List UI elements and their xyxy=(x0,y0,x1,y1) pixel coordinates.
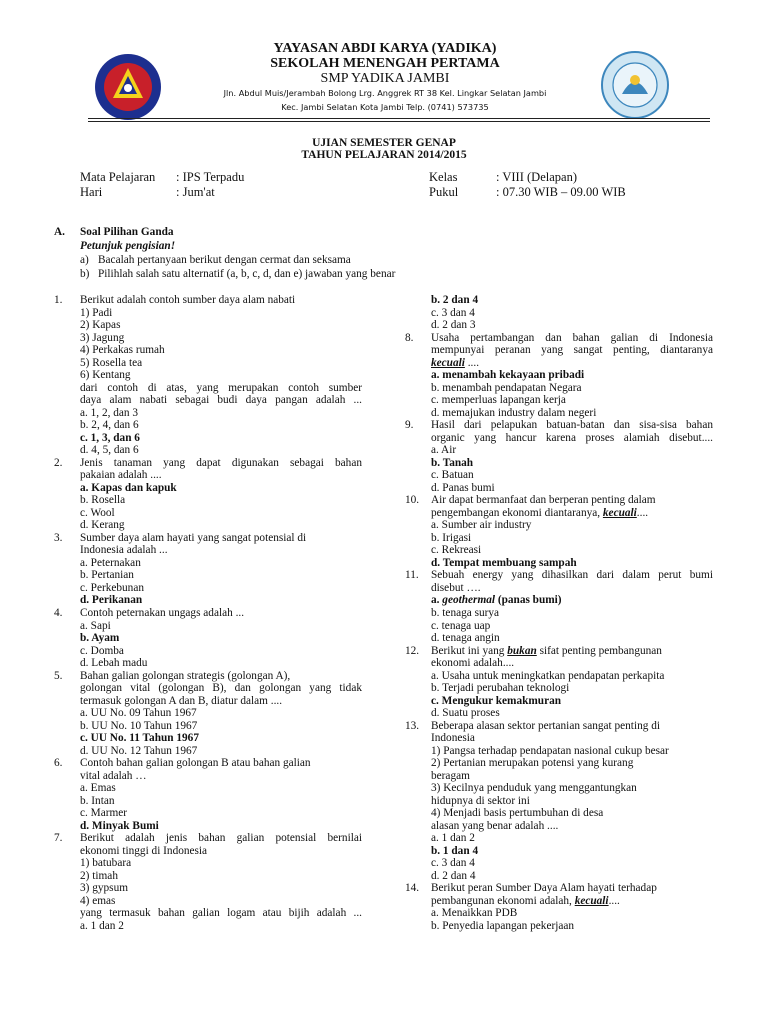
question-line xyxy=(431,507,648,520)
question-line xyxy=(80,907,362,920)
text-run: d. Suatu proses xyxy=(431,707,500,720)
question-number: 7. xyxy=(54,832,63,845)
text-run: a. 1, 2, dan 3 xyxy=(80,406,139,419)
question-number: 1. xyxy=(54,294,63,306)
text-run: dari contoh di atas, yang merupakan contoh sumber xyxy=(80,381,362,394)
question-line xyxy=(80,357,142,370)
instruction-b: Pilihlah salah satu alternatif (a, b, c, d, dan e) jawaban yang benar xyxy=(98,268,396,280)
text-run: 2) Pertanian merupakan potensi yang kurang xyxy=(431,757,634,770)
text-run: a. Sapi xyxy=(80,619,111,632)
question-line xyxy=(80,407,138,420)
question-line xyxy=(80,419,139,432)
text-run: b. UU No. 10 Tahun 1967 xyxy=(80,719,198,732)
school-name: SMP YADIKA JAMBI xyxy=(320,71,450,86)
question-number: 9. xyxy=(405,419,414,432)
question-line xyxy=(80,707,197,720)
text-run: b. 2, 4, dan 6 xyxy=(80,419,139,432)
question-line xyxy=(80,332,124,345)
question-line xyxy=(431,519,531,532)
question-line xyxy=(431,319,476,332)
text-run: Berikut peran Sumber Daya Alam hayati terhadap xyxy=(431,882,657,895)
question-line xyxy=(431,632,500,645)
question-text xyxy=(431,882,657,895)
question-line xyxy=(80,845,207,858)
question-line xyxy=(431,482,495,495)
text-run: ekonomi adalah.... xyxy=(431,657,515,670)
question-line xyxy=(431,369,584,382)
exam-year: TAHUN PELAJARAN 2014/2015 xyxy=(301,149,467,161)
question-line xyxy=(431,432,713,445)
question-line xyxy=(80,895,115,908)
question-line xyxy=(431,594,562,607)
question-line xyxy=(431,845,478,858)
text-run: kecuali xyxy=(431,356,465,369)
question-line xyxy=(80,394,362,407)
class-label: Kelas xyxy=(429,170,458,184)
text-run: hidupnya di sektor ini xyxy=(431,794,530,807)
text-run: .... xyxy=(636,506,649,519)
text-run: Hasil dari pelapukan batuan-batan dan sisa-sisa bahan xyxy=(431,419,713,432)
text-run: termasuk golongan A dan B, diatur dalam .... xyxy=(80,694,283,707)
text-run: d. memajukan industry dalam negeri xyxy=(431,406,597,419)
text-run: Air dapat bermanfaat dan berperan penting dalam xyxy=(431,494,656,507)
text-run: a. Menaikkan PDB xyxy=(431,907,518,920)
question-line xyxy=(431,557,577,570)
question-line xyxy=(80,444,139,457)
question-line xyxy=(80,344,165,357)
text-run: b. Tanah xyxy=(431,456,474,469)
text-run: Beberapa alasan sektor pertanian sangat penting di xyxy=(431,719,660,732)
text-run: b. tenaga surya xyxy=(431,607,500,619)
question-line xyxy=(431,820,558,833)
question-line xyxy=(80,382,362,395)
question-line xyxy=(431,294,478,307)
question-line xyxy=(431,782,637,795)
question-number: 14. xyxy=(405,882,420,895)
text-run: b. 2 dan 4 xyxy=(431,294,479,306)
question-line xyxy=(431,907,517,920)
foundation-name: YAYASAN ABDI KARYA (YADIKA) xyxy=(273,41,497,56)
text-run: a. Kapas dan kapuk xyxy=(80,481,177,494)
text-run: Usaha pertambangan dan bahan galian di Indonesia xyxy=(431,331,713,344)
text-run: d. Minyak Bumi xyxy=(80,819,159,832)
text-run: 5) Rosella tea xyxy=(80,356,143,369)
text-run: geothermal xyxy=(442,594,496,607)
question-line xyxy=(80,319,120,332)
text-run: b. Terjadi perubahan teknologi xyxy=(431,682,570,695)
text-run: c. 3 dan 4 xyxy=(431,306,475,319)
question-line xyxy=(431,620,490,633)
question-line xyxy=(431,745,669,758)
text-run: mempunyai peranan yang sangat penting, diantaranya xyxy=(431,344,713,357)
question-text xyxy=(431,419,713,432)
question-text xyxy=(80,832,362,845)
question-number: 11. xyxy=(405,569,419,582)
text-run: Contoh bahan galian golongan B atau bahan galian xyxy=(80,757,311,770)
text-run: Berikut ini yang xyxy=(431,644,508,657)
text-run: c. Wool xyxy=(80,506,115,519)
question-line xyxy=(80,482,177,495)
text-run: b. Intan xyxy=(80,794,115,807)
text-run: c. Mengukur kemakmuran xyxy=(431,694,562,707)
question-line xyxy=(431,407,596,420)
text-run: Contoh peternakan ungags adalah ... xyxy=(80,607,245,619)
text-run: c. Perkebunan xyxy=(80,581,144,594)
question-line xyxy=(80,770,147,783)
text-run: b. Rosella xyxy=(80,494,126,507)
text-run: c. 3 dan 4 xyxy=(431,857,475,870)
question-line xyxy=(431,795,530,808)
school-address-2: Kec. Jambi Selatan Kota Jambi Telp. (0741) 573735 xyxy=(281,102,489,112)
text-run: 2) Kapas xyxy=(80,319,121,332)
question-text xyxy=(80,532,306,545)
text-run: a. Emas xyxy=(80,782,116,795)
question-line xyxy=(80,820,159,833)
question-line xyxy=(80,732,199,745)
text-run: a. Air xyxy=(431,444,457,457)
text-run: 4) emas xyxy=(80,894,116,907)
question-number: 4. xyxy=(54,607,63,619)
text-run: b. 1 dan 4 xyxy=(431,844,479,857)
text-run: Indonesia xyxy=(431,732,475,745)
question-line xyxy=(431,770,470,783)
text-run: disebut …. xyxy=(431,581,481,594)
exam-title: UJIAN SEMESTER GENAP xyxy=(312,137,456,149)
text-run: a. menambah kekayaan pribadi xyxy=(431,369,585,382)
question-line xyxy=(80,920,124,933)
text-run: c. Marmer xyxy=(80,807,128,820)
text-run: 3) Kecilnya penduduk yang menggantungkan xyxy=(431,782,637,795)
text-run: b. Pertanian xyxy=(80,569,134,582)
question-line xyxy=(80,657,147,670)
section-letter: A. xyxy=(54,226,65,238)
question-text xyxy=(80,294,295,307)
question-number: 5. xyxy=(54,669,63,682)
text-run: b. Irigasi xyxy=(431,531,472,544)
text-run: golongan vital (golongan B), dan golongan yang tidak xyxy=(80,682,362,695)
text-run: kecuali xyxy=(602,506,637,519)
text-run: pembangunan ekonomi adalah, xyxy=(431,894,575,907)
question-text xyxy=(80,457,362,470)
question-line xyxy=(80,745,197,758)
question-line xyxy=(80,807,127,820)
question-line xyxy=(431,895,620,908)
question-line xyxy=(80,582,144,595)
text-run: d. Lebah madu xyxy=(80,657,148,670)
class-value: : VIII (Delapan) xyxy=(496,170,577,184)
text-run: d. 4, 5, dan 6 xyxy=(80,444,139,457)
question-line xyxy=(431,807,603,820)
question-text xyxy=(431,645,662,658)
text-run: Indonesia adalah ... xyxy=(80,544,168,557)
text-run: alasan yang benar adalah .... xyxy=(431,819,559,832)
text-run: 1) Pangsa terhadap pendapatan nasional cukup besar xyxy=(431,744,669,757)
text-run: d. Kerang xyxy=(80,519,125,532)
question-line xyxy=(80,469,162,482)
question-line xyxy=(431,757,633,770)
header-rule xyxy=(88,118,710,119)
text-run: 3) gypsum xyxy=(80,882,129,895)
subject-value: : IPS Terpadu xyxy=(176,170,245,184)
text-run: d. 2 dan 4 xyxy=(431,869,476,882)
text-run: c. 1, 3, dan 6 xyxy=(80,431,140,444)
question-text xyxy=(431,569,713,582)
question-line xyxy=(431,582,481,595)
text-run: d. 2 dan 3 xyxy=(431,319,476,332)
question-text xyxy=(431,332,713,345)
question-line xyxy=(431,657,514,670)
text-run: Bahan galian golongan strategis (golongan A), xyxy=(80,669,291,682)
question-line xyxy=(80,720,197,733)
text-run: d. Tempat membuang sampah xyxy=(431,556,577,569)
text-run: 3) Jagung xyxy=(80,331,125,344)
question-number: 13. xyxy=(405,719,420,732)
text-run: d. Panas bumi xyxy=(431,481,495,494)
question-number: 10. xyxy=(405,494,420,507)
text-run: c. tenaga uap xyxy=(431,619,491,632)
school-type: SEKOLAH MENENGAH PERTAMA xyxy=(270,56,500,71)
day-label: Hari xyxy=(80,185,103,199)
question-line xyxy=(431,444,456,457)
text-run: .... xyxy=(608,894,620,907)
text-run: b. Ayam xyxy=(80,632,120,645)
text-run: pengembangan ekonomi diantaranya, xyxy=(431,506,603,519)
question-line xyxy=(431,607,499,620)
time-value: : 07.30 WIB – 09.00 WIB xyxy=(496,185,626,199)
text-run: .... xyxy=(464,356,480,369)
question-line xyxy=(80,870,118,883)
question-line xyxy=(80,695,282,708)
question-line xyxy=(80,682,362,695)
question-line xyxy=(80,507,115,520)
question-text xyxy=(80,607,244,620)
question-line xyxy=(80,494,125,507)
question-line xyxy=(80,557,141,570)
subject-label: Mata Pelajaran xyxy=(80,170,156,184)
question-line xyxy=(431,469,474,482)
question-line xyxy=(431,707,500,720)
question-line xyxy=(431,544,481,557)
text-run: 1) batubara xyxy=(80,857,132,870)
text-run: vital adalah … xyxy=(80,769,147,782)
text-run: daya alam nabati sebagai budi daya pangan adalah ... xyxy=(80,394,362,407)
question-line xyxy=(431,307,475,320)
question-line xyxy=(80,569,134,582)
question-line xyxy=(431,357,479,370)
text-run: kecuali xyxy=(574,894,609,907)
question-line xyxy=(80,632,119,645)
text-run: beragam xyxy=(431,769,470,782)
question-line xyxy=(431,682,569,695)
question-line xyxy=(431,732,475,745)
text-run: a. UU No. 09 Tahun 1967 xyxy=(80,707,197,720)
text-run: b. menambah pendapatan Negara xyxy=(431,381,582,394)
question-number: 6. xyxy=(54,757,63,770)
time-label: Pukul xyxy=(429,185,459,199)
day-value: : Jum'at xyxy=(176,185,215,199)
text-run: a. Usaha untuk meningkatkan pendapatan perkapita xyxy=(431,669,665,682)
question-line xyxy=(80,519,125,532)
text-run: 1) Padi xyxy=(80,306,113,319)
question-line xyxy=(80,857,131,870)
question-line xyxy=(80,544,168,557)
text-run: a. 1 dan 2 xyxy=(431,832,475,845)
question-text xyxy=(80,670,290,683)
question-line xyxy=(80,795,115,808)
instruction-a: Bacalah pertanyaan berikut dengan cermat dan seksama xyxy=(98,254,351,266)
text-run: bukan xyxy=(507,644,537,657)
instruction-a-mark: a) xyxy=(80,254,89,266)
text-run: organic yang hancur karena proses alamiah disebut.... xyxy=(431,431,713,444)
text-run: 4) Menjadi basis pertumbuhan di desa xyxy=(431,807,604,820)
question-line xyxy=(431,920,574,933)
question-line xyxy=(431,857,475,870)
text-run: 2) timah xyxy=(80,869,118,882)
text-run: b. Penyedia lapangan pekerjaan xyxy=(431,920,575,932)
question-line xyxy=(431,695,561,708)
school-address: Jln. Abdul Muis/Jerambah Bolong Lrg. Anggrek RT 38 Kel. Lingkar Selatan Jambi xyxy=(223,88,547,98)
text-run: c. Domba xyxy=(80,644,124,657)
question-line xyxy=(431,532,471,545)
question-text xyxy=(431,494,656,507)
question-line xyxy=(80,432,140,445)
text-run: a. xyxy=(431,594,443,607)
question-line xyxy=(431,394,566,407)
text-run: d. Perikanan xyxy=(80,594,143,607)
text-run: a. Sumber air industry xyxy=(431,519,532,532)
text-run: sifat penting pembangunan xyxy=(536,644,662,657)
question-text xyxy=(431,720,660,733)
text-run: c. UU No. 11 Tahun 1967 xyxy=(80,732,199,745)
question-number: 2. xyxy=(54,456,63,469)
question-line xyxy=(431,457,473,470)
text-run: a. Peternakan xyxy=(80,556,141,569)
text-run: Berikut adalah contoh sumber daya alam nabati xyxy=(80,294,296,306)
text-run: pakaian adalah .... xyxy=(80,469,162,482)
question-line xyxy=(80,782,116,795)
question-line xyxy=(431,670,664,683)
question-line xyxy=(431,382,582,395)
question-line xyxy=(431,870,476,883)
text-run: 4) Perkakas rumah xyxy=(80,344,165,357)
header-rule-thin xyxy=(88,121,710,122)
question-number: 12. xyxy=(405,644,420,657)
text-run: Sebuah energy yang dihasilkan dari dalam perut bumi xyxy=(431,569,713,582)
text-run: d. UU No. 12 Tahun 1967 xyxy=(80,744,198,757)
question-number: 8. xyxy=(405,331,414,344)
question-text xyxy=(80,757,311,770)
text-run: Berikut adalah jenis bahan galian potensial bernilai xyxy=(80,832,362,845)
question-line xyxy=(80,645,124,658)
text-run: c. Rekreasi xyxy=(431,544,482,557)
text-run: 6) Kentang xyxy=(80,369,131,382)
text-run: c. memperluas lapangan kerja xyxy=(431,394,566,407)
instruction-b-mark: b) xyxy=(80,268,90,280)
text-run: Sumber daya alam hayati yang sangat potensial di xyxy=(80,531,307,544)
question-line xyxy=(80,369,131,382)
section-title: Soal Pilihan Ganda xyxy=(80,226,174,238)
text-run: Jenis tanaman yang dapat digunakan sebagai bahan xyxy=(80,456,362,469)
question-number: 3. xyxy=(54,531,63,544)
text-run: d. tenaga angin xyxy=(431,632,500,645)
question-line xyxy=(80,620,111,633)
question-line xyxy=(431,832,475,845)
text-run: c. Batuan xyxy=(431,469,474,482)
text-run: (panas bumi) xyxy=(495,594,562,607)
text-run: a. 1 dan 2 xyxy=(80,920,124,932)
question-line xyxy=(80,594,142,607)
question-line xyxy=(431,344,713,357)
question-line xyxy=(80,882,128,895)
question-line xyxy=(80,307,112,320)
text-run: ekonomi tinggi di Indonesia xyxy=(80,844,208,857)
instruction-title: Petunjuk pengisian! xyxy=(80,240,176,252)
text-run: yang termasuk bahan galian logam atau bijih adalah ... xyxy=(80,907,362,920)
